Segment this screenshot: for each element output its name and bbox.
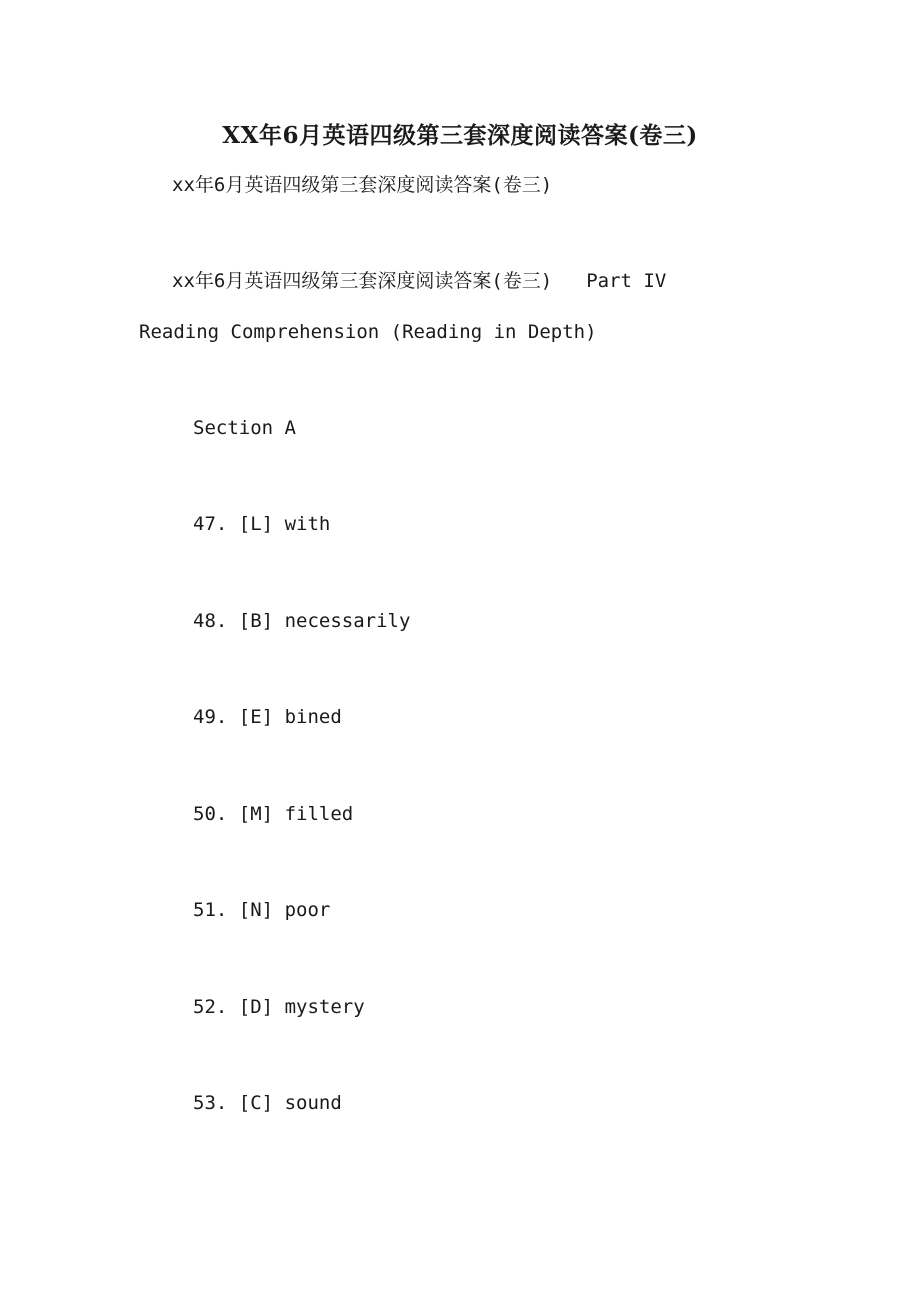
answer-word: necessarily	[284, 609, 411, 632]
subtitle: xx年6月英语四级第三套深度阅读答案(卷三)	[172, 174, 553, 196]
answer-item	[193, 606, 410, 703]
answer-number: 52.	[193, 995, 228, 1018]
intro-heading: xx年6月英语四级第三套深度阅读答案(卷三)	[172, 270, 553, 292]
answer-number: 48.	[193, 609, 228, 632]
intro-line-2: Reading Comprehension (Reading in Depth)	[139, 321, 597, 343]
part-label: Part IV	[586, 270, 667, 292]
answer-item	[193, 509, 410, 606]
answer-letter: [D]	[238, 995, 274, 1018]
answer-letter: [N]	[238, 899, 274, 921]
answer-number: 47.	[193, 513, 228, 535]
answer-item	[193, 1088, 410, 1185]
answer-item	[193, 895, 410, 992]
answer-number: 51.	[193, 899, 228, 921]
answer-number: 49.	[193, 706, 228, 728]
answer-number: 50.	[193, 802, 228, 825]
answer-letter: [E]	[238, 706, 274, 728]
answer-item	[193, 702, 410, 799]
answer-letter: [C]	[238, 1092, 274, 1114]
answer-number: 53.	[193, 1092, 228, 1114]
answer-item	[193, 992, 410, 1089]
answer-word: bined	[284, 706, 342, 728]
answer-word: sound	[284, 1092, 342, 1114]
answer-letter: [B]	[238, 609, 274, 632]
answer-word: mystery	[284, 995, 365, 1018]
section-heading: Section A	[193, 417, 296, 439]
answer-list	[193, 509, 410, 1185]
page-title: XX年6月英语四级第三套深度阅读答案(卷三)	[222, 122, 698, 149]
answer-item	[193, 799, 410, 896]
answer-word: with	[284, 513, 331, 535]
answer-word: filled	[284, 802, 354, 825]
answer-letter: [M]	[238, 802, 274, 825]
answer-letter: [L]	[238, 513, 274, 535]
intro-line-1	[172, 266, 666, 296]
answer-word: poor	[284, 899, 331, 921]
